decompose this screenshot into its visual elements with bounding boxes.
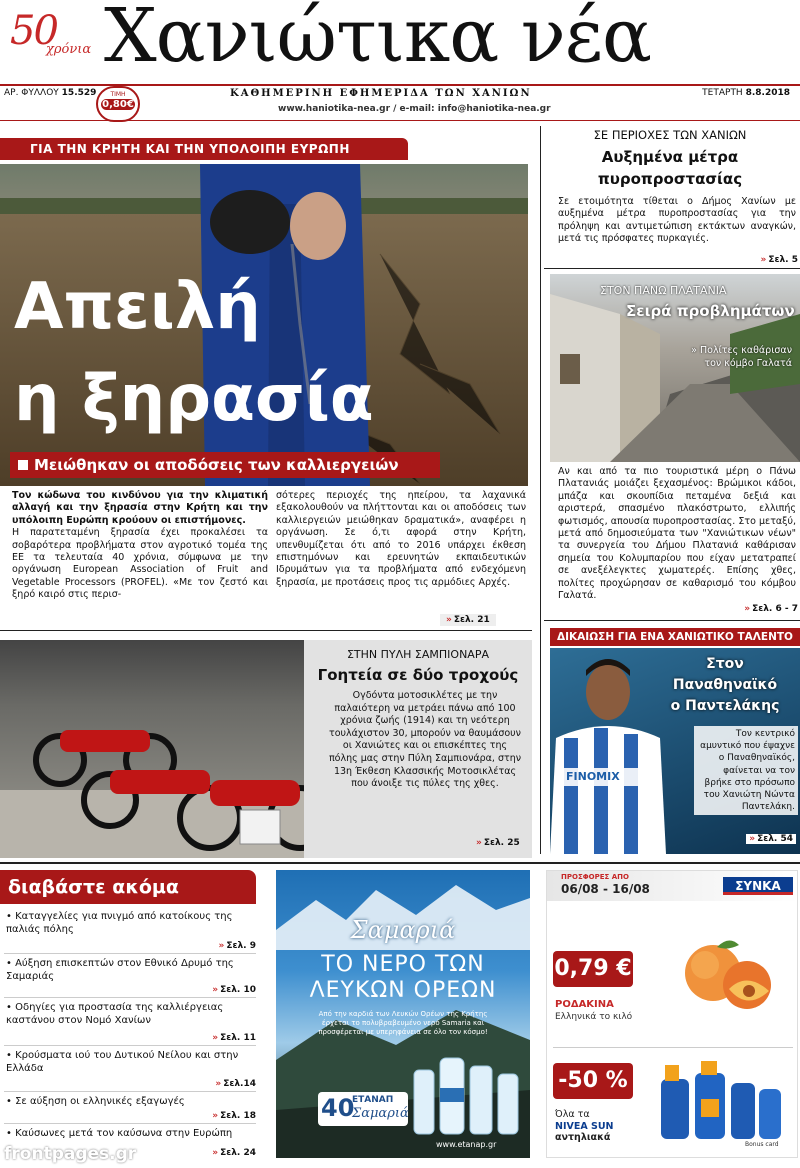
read-more-list (4, 910, 256, 1160)
issue-info (4, 88, 96, 98)
anniversary-number: 50 (10, 8, 57, 54)
offer-label: ΠΡΟΣΦΟΡΕΣ ΑΠΟ (561, 873, 629, 881)
platanias-page-ref[interactable]: » Σελ. 6 - 7 (744, 604, 798, 614)
fire-page-ref[interactable]: » Σελ. 5 (760, 255, 798, 265)
jersey-sponsor: FINOMIX (566, 770, 620, 783)
sunscreen-bottles-graphic (655, 1059, 785, 1149)
samaria-ad[interactable] (276, 870, 530, 1158)
talent-title-1: Στον (706, 656, 744, 672)
issue-label: ΑΡ. ΦΥΛΛΟΥ (4, 88, 59, 98)
motorcycles-photo-graphic (0, 640, 330, 858)
lead-headline-2: η ξηρασία (14, 362, 374, 436)
offer-dates: 06/08 - 16/08 (561, 882, 650, 896)
read-more-item-text: • Αύξηση επισκεπτών στον Εθνικό Δρυμό της Σαμαριάς (6, 958, 234, 982)
anniversary-logo (6, 8, 98, 70)
peaches-graphic (673, 935, 783, 1015)
column-divider (540, 126, 541, 854)
talent-title-2: Παναθηναϊκό (672, 677, 778, 693)
read-more-item[interactable] (4, 910, 256, 954)
square-bullet-icon (18, 460, 28, 470)
synka-ad[interactable] (546, 870, 798, 1158)
moto-title: Γοητεία σε δύο τροχούς (317, 666, 519, 684)
talent-kicker: ΔΙΚΑΙΩΣΗ ΓΙΑ ΕΝΑ ΧΑΝΙΩΤΙΚΟ ΤΑΛΕΝΤΟ (550, 628, 800, 646)
read-more-item-page: » Σελ.14 (215, 1079, 256, 1089)
peach-product-sub: Ελληνικά το κιλό (555, 1012, 633, 1022)
lead-text-col-1 (12, 490, 268, 602)
samaria-brand: Σαμαριά (350, 916, 456, 944)
lead-body-1: Η παρατεταμένη ξηρασία έχει προκαλέσει τα σοβαρότερα προβλήματα στον αγροτικό τομέα της ΕΕ τα τελευταία 40 χρόνια, σύμφωνα με την οργάνωση European Association of Fruit and Vegetable Processors (PROFEL). «Με τον ζεστό και ξηρό καιρό στις περισ- (12, 527, 268, 601)
watermark: frontpages.gr (4, 1144, 137, 1164)
day-name: ΤΕΤΑΡΤΗ (702, 88, 743, 98)
fire-title-2: πυροπροστασίας (597, 170, 743, 188)
fire-title-1: Αυξημένα μέτρα (601, 148, 739, 166)
motorcycles-photo (0, 640, 330, 858)
talent-title (650, 654, 800, 717)
etanap-number: 40 (321, 1094, 355, 1122)
nivea-promo-1: Όλα τα (555, 1109, 590, 1120)
bonus-card-label: Bonus card (745, 1141, 779, 1148)
read-more-item-text: • Σε αύξηση οι ελληνικές εξαγωγές (6, 1096, 185, 1107)
read-more-item-text: • Οδηγίες για προστασία της καλλιέργειας καστάνου στον Νομό Χανίων (6, 1002, 224, 1026)
lead-bottom-rule (0, 630, 532, 631)
water-bottles-graphic (406, 1048, 526, 1138)
lead-subhead-text: Μειώθηκαν οι αποδόσεις των καλλιεργειών (34, 456, 399, 474)
chevron-right-icon: » (760, 255, 767, 265)
fire-bottom-rule (544, 268, 800, 269)
chevron-right-icon: » (212, 1148, 219, 1158)
read-more-item-text: • Καταγγελίες για πνιγμό από κατοίκους της παλιάς πόλης (6, 911, 233, 935)
lead-text-col-2 (276, 490, 526, 589)
read-more-header: διαβάστε ακόμα (0, 870, 256, 904)
read-more-item[interactable] (4, 954, 256, 998)
platanias-caption-1: » Πολίτες καθάρισαν (691, 345, 792, 356)
synka-logo: ΣΥΝΚΑ (723, 877, 793, 895)
read-more-item[interactable] (4, 998, 256, 1046)
issue-date (702, 88, 790, 98)
chevron-right-icon: » (749, 834, 756, 844)
nivea-promo-3: αντηλιακά (555, 1132, 611, 1143)
samaria-line-2: ΛΕΥΚΩΝ ΟΡΕΩΝ (309, 978, 497, 1003)
lead-intro: Τον κώδωνα του κινδύνου για την κλιματική αλλαγή και την ξηρασία στην Κρήτη και την υπόλοιπη Ευρώπη κρούουν οι επιστήμονες. (12, 490, 268, 526)
nivea-promo (555, 1109, 614, 1144)
issue-number: 15.529 (61, 88, 97, 98)
platanias-caption (682, 344, 792, 370)
lead-page-ref[interactable]: » Σελ. 21 (440, 614, 496, 626)
platanias-caption-2: τον κόμβο Γαλατά (704, 358, 792, 369)
price-value: 0,80€ (102, 99, 134, 110)
tagline: ΚΑΘΗΜΕΡΙΝΗ ΕΦΗΜΕΡΙΔΑ ΤΩΝ ΧΑΝΙΩΝ (230, 88, 532, 99)
etanap-brand: Σαμαριά (352, 1106, 409, 1121)
platanias-title: Σειρά προβλημάτων (626, 302, 795, 320)
read-more-item[interactable] (4, 1046, 256, 1092)
etanap-logo (318, 1092, 408, 1126)
anniversary-word: χρόνια (46, 42, 92, 57)
platanias-kicker: ΣΤΟΝ ΠΑΝΩ ΠΛΑΤΑΝΙΑ (600, 284, 727, 297)
newspaper-title: Χανιώτικα νέα (104, 0, 651, 79)
samaria-small-text: Από την καρδιά των Λευκών Ορέων της Κρήτης έρχεται το πολυβραβευμένο νερό Samaria και προσφέρεται με υπερηφάνεια σε όλο τον κόσμο! (318, 1010, 488, 1036)
samaria-line-1: ΤΟ ΝΕΡΟ ΤΩΝ (321, 952, 485, 977)
platanias-bottom-rule (544, 620, 800, 621)
fire-body: Σε ετοιμότητα τίθεται ο Δήμος Χανίων με αυξημένα μέτρα πυροπροστασίας για την πρόληψη και αντιμετώπιση εκτάκτων αναγκών, μετά τις πρόσφατες πυρκαγιές. (558, 196, 796, 245)
read-more-item-page: » Σελ. 10 (212, 985, 256, 995)
date-value: 8.8.2018 (745, 88, 790, 98)
chevron-right-icon: » (476, 838, 482, 848)
talent-page-ref[interactable]: » Σελ. 54 (746, 834, 796, 844)
chevron-right-icon: » (744, 604, 751, 614)
read-more-item-page: » Σελ. 11 (212, 1033, 256, 1043)
read-more-item[interactable] (4, 1092, 256, 1124)
read-more-item-text: • Κρούσματα ιού του Δυτικού Νείλου και στην Ελλάδα (6, 1050, 239, 1074)
chevron-right-icon: » (446, 615, 452, 625)
moto-page-ref[interactable]: » Σελ. 25 (476, 838, 520, 848)
chevron-right-icon: » (215, 1079, 222, 1089)
lead-kicker: ΓΙΑ ΤΗΝ ΚΡΗΤΗ ΚΑΙ ΤΗΝ ΥΠΟΛΟΙΠΗ ΕΥΡΩΠΗ (0, 138, 408, 160)
chevron-right-icon: » (212, 1111, 219, 1121)
price-label: ΤΙΜΗ (110, 91, 126, 98)
platanias-body: Αν και από τα πιο τουριστικά μέρη ο Πάνω Πλατανιάς μοιάζει ξεχασμένος: Βρώμικοι κάδοι, μπάζα και σκουπίδια πεταμένα δεξιά και αριστερά, σπασμένο πλακόστρωτο, ελλιπής φωτισμός, απουσία πυροπροστασίας. Στο μεταξύ, μετά από δημοσιεύματα των "Χανιώτικων νέων" τα συνεργεία του Δήμου Πλατανιά καθάρισαν σημεία του Κολυμπαρίου που είχαν μετατραπεί σε ανεξέλεγκτες χωματερές. Επίσης χθες, πολίτες προχώρησαν σε καθαρισμό του κόμβου Γαλατά. (558, 466, 796, 602)
read-more-item-page: » Σελ. 18 (212, 1111, 256, 1121)
chevron-right-icon: » (691, 345, 700, 356)
synka-divider (553, 1047, 793, 1048)
etanap-url[interactable]: www.etanap.gr (436, 1140, 497, 1149)
price-badge (96, 86, 140, 122)
read-more-item-page: » Σελ. 24 (212, 1148, 256, 1158)
header-bottom-rule (0, 120, 800, 121)
talent-title-3: ο Παντελάκης (670, 698, 780, 714)
chevron-right-icon: » (212, 1033, 219, 1043)
talent-body: Τον κεντρικό αμυντικό που έψαχνε ο Παναθηναϊκός, φαίνεται να τον βρήκε στο πρόσωπο του Χανιώτη Νώντα Παντελάκη. (694, 726, 798, 815)
read-more-item-page: » Σελ. 9 (218, 941, 256, 951)
moto-body: Ογδόντα μοτοσικλέτες με την παλαιότερη να μετράει πάνω από 100 χρόνια ζωής (1914) και τη νεότερη τουλάχιστον 30, μπορούν να θαυμάσουν οι Χανιώτες και οι επισκέπτες της πόλης μας στην Πύλη Σαμπιονάρα, στην 13η Έκθεση Κλασσικής Μοτοσικλέτας που άνοιξε τις πύλες της χθες. (328, 690, 522, 790)
peach-product: ΡΟΔΑΚΙΝΑ (555, 999, 614, 1010)
chevron-right-icon: » (212, 985, 219, 995)
lower-section-rule (0, 862, 800, 864)
nivea-promo-2: NIVEA SUN (555, 1120, 614, 1132)
web-contact[interactable]: www.haniotika-nea.gr / e-mail: info@haniotika-nea.gr (278, 104, 551, 114)
fire-kicker: ΣΕ ΠΕΡΙΟΧΕΣ ΤΩΝ ΧΑΝΙΩΝ (593, 128, 747, 142)
etanap-name: ΕΤΑΝΑΠ (352, 1095, 394, 1105)
lead-headline-1: Απειλή (14, 270, 261, 344)
moto-kicker: ΣΤΗΝ ΠΥΛΗ ΣΑΜΠΙΟΝΑΡΑ (346, 648, 489, 661)
chevron-right-icon: » (218, 941, 225, 951)
synka-header (547, 871, 798, 901)
lead-body-2: σότερες περιοχές της ηπείρου, τα λαχανικά εξακολουθούν να πλήττονται και οι αποδόσεις των καλλιεργειών μειώθηκαν δραματικά», αναφέρει η οργάνωση. Σε ό,τι αφορά στην Κρήτη, υπενθυμίζεται ότι από το 2016 υπάρχει έκθεση επιστημόνων και ερευνητών εκπαιδευτικών Ιδρυμάτων για τα προβλήματα από ενδεχόμενη ξηρασία, με προτάσεις προς τις αρμόδιες Αρχές. (276, 490, 526, 588)
lead-subhead (10, 452, 440, 478)
read-more-item-text: • Καύσωνες μετά τον καύσωνα στην Ευρώπη (6, 1128, 233, 1139)
nivea-discount: -50 % (553, 1063, 633, 1099)
peach-price: 0,79 € (553, 951, 633, 987)
